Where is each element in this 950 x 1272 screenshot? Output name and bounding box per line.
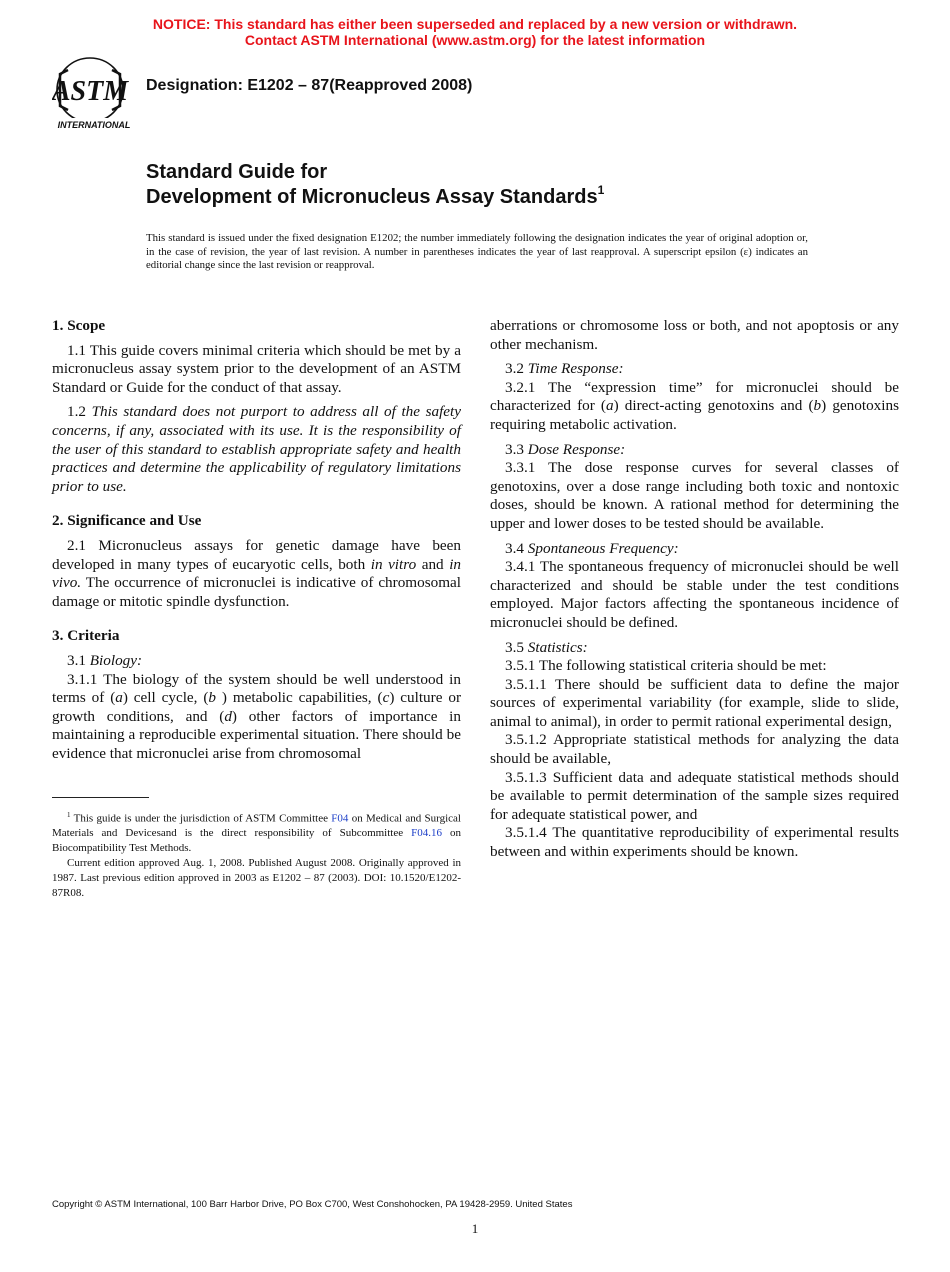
footnote-jurisdiction: $^1$ This guide is under the jurisdiction of ASTM Committee F04 on Medical and Surgical Materials and Devicesand is the direct responsibility of Subcommittee F04.16 on Biocompatibility Test Methods. (52, 811, 461, 855)
paragraph-3-3-1: 3.3.1 The dose response curves for several classes of genotoxins, over a dose range including both toxic and nontoxic doses, should be known. A rational method for determining the upper and lower doses to be tested should be available. (490, 459, 899, 532)
section-heading-criteria: 3. Criteria (52, 627, 120, 645)
paragraph-1-2: 1.2 This standard does not purport to address all of the safety concerns, if any, associated with its use. It is the responsibility of the user of this standard to establish appropriate safety and health practices and determine the applicability of regulatory limitations prior to use. (52, 403, 462, 495)
footnote-divider (52, 797, 149, 798)
withdrawal-notice (0, 16, 950, 48)
subsection-3-3: 3.3 Dose Response: (505, 440, 626, 458)
copyright-line: Copyright © ASTM International, 100 Barr Harbor Drive, PO Box C700, West Conshohocken, PA 19428-2959. United States (52, 1199, 573, 1210)
issued-note: This standard is issued under the fixed designation E1202; the number immediately following the designation indicates the year of original adoption or, in the case of revision, the year of last revision. A number in parentheses indicates the year of last reapproval. A superscript epsilon (ε) indicates an editorial change since the last revision or reapproval. (146, 232, 808, 271)
paragraph-2-1: 2.1 Micronucleus assays for genetic damage have been developed in many types of eucaryotic cells, both in vitro and in vivo. The occurrence of micronuclei is indicative of chromosomal damage or mitotic spindle dysfunction. (52, 536, 462, 610)
section-heading-significance: 2. Significance and Use (52, 512, 202, 530)
notice-line-1: NOTICE: This standard has either been superseded and replaced by a new version or withdrawn. (152, 16, 798, 32)
committee-link[interactable]: F04 (331, 812, 349, 825)
footnote-edition: Current edition approved Aug. 1, 2008. Published August 2008. Originally approved in 1987. Last previous edition approved in 2003 as E1202 – 87 (2003). DOI: 10.1520/E1202-87R08. (52, 857, 461, 899)
subsection-3-4: 3.4 Spontaneous Frequency: (505, 539, 679, 557)
footnote (52, 808, 461, 900)
paragraph-3-5-1-4: 3.5.1.4 The quantitative reproducibility of experimental results between and within experiments should be known. (490, 824, 899, 861)
title-line-2: Development of Micronucleus Assay Standards (146, 186, 598, 208)
page-number: 1 (471, 1221, 479, 1236)
title-footnote-ref: 1 (597, 183, 605, 197)
notice-line-2: Contact ASTM International (www.astm.org) for the latest information (244, 32, 706, 48)
left-column (52, 317, 461, 763)
paragraph-3-1-1-continued: aberrations or chromosome loss or both, and not apoptosis or any other mechanism. (490, 317, 899, 353)
paragraph-1-1: 1.1 This guide covers minimal criteria which should be met by a micronucleus assay system prior to the development of an ASTM Standard or Guide for the conduct of that assay. (52, 341, 461, 396)
document-title (146, 160, 604, 210)
right-column (490, 317, 899, 862)
logo-letters: ASTM (52, 76, 129, 107)
subsection-3-2: 3.2 Time Response: (505, 360, 624, 378)
subcommittee-link[interactable]: F04.16 (411, 827, 442, 840)
logo-org-text: INTERNATIONAL (57, 120, 131, 130)
designation: Designation: E1202 – 87(Reapproved 2008) (146, 77, 473, 94)
paragraph-3-5-1-1: 3.5.1.1 There should be sufficient data to define the major sources of experimental variability (for example, slide to slide, animal to animal), in order to permit rational experimental design, (490, 675, 899, 730)
paragraph-3-2-1: 3.2.1 The “expression time” for micronuclei should be characterized for (a) direct-acting genotoxins and (b) genotoxins requiring metabolic activation. (490, 378, 899, 433)
paragraph-3-4-1: 3.4.1 The spontaneous frequency of micronuclei should be well characterized and should be stable under the test conditions employed. Major factors affecting the spontaneous incidence of micronuclei should be defined. (490, 558, 899, 631)
subsection-3-5: 3.5 Statistics: (505, 638, 588, 656)
subsection-3-1: 3.1 Biology: (67, 651, 143, 669)
paragraph-3-5-1-3: 3.5.1.3 Sufficient data and adequate statistical methods should be available to permit determination of the sample sizes required for adequate statistical power, and (490, 768, 899, 823)
paragraph-3-1-1: 3.1.1 The biology of the system should be well understood in terms of (a) cell cycle, (b ) metabolic capabilities, (c) culture or growth conditions, and (d) other factors of importance in maintaining a reproducible experimental situation. There should be evidence that micronuclei arise from chromosomal (52, 670, 462, 762)
astm-logo (52, 54, 136, 134)
paragraph-3-5-1: 3.5.1 The following statistical criteria should be met: (505, 657, 827, 675)
section-heading-scope: 1. Scope (52, 317, 106, 334)
title-line-1: Standard Guide for (146, 161, 328, 183)
paragraph-3-5-1-2: 3.5.1.2 Appropriate statistical methods for analyzing the data should be available, (490, 731, 899, 768)
